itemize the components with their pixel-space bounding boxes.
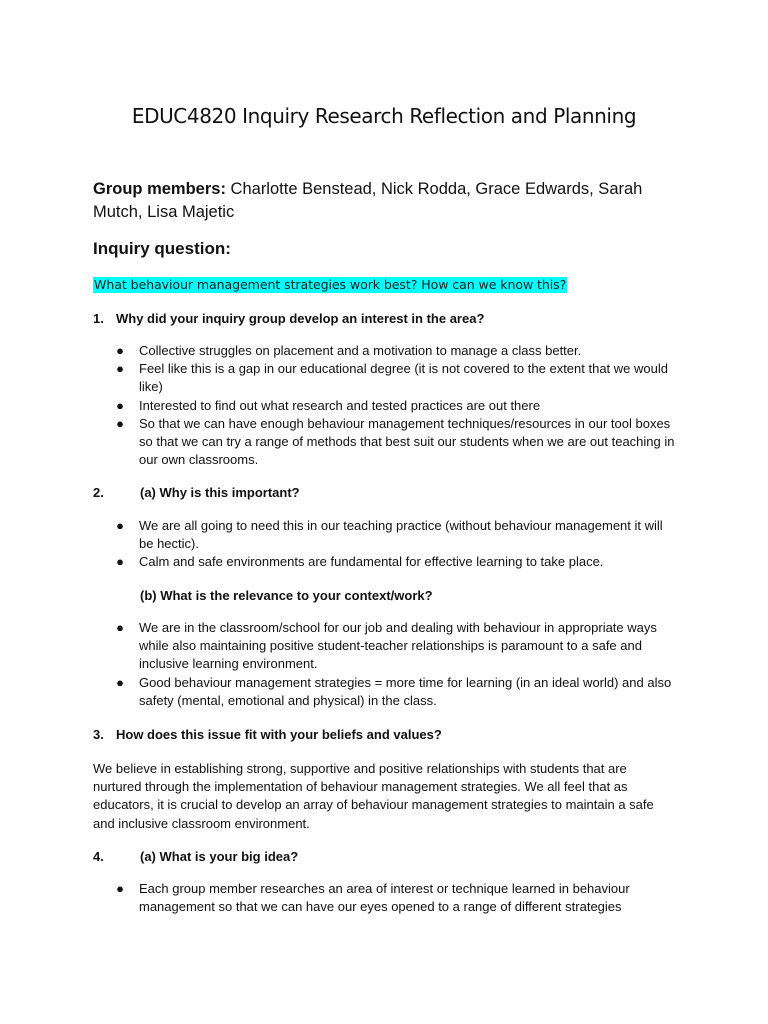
question-3 — [93, 727, 442, 742]
bullet-icon: ● — [116, 415, 124, 431]
list-item: ● Good behaviour management strategies = more time for learning (in an ideal world) and also safety (mental, emotional and physical) in the class. — [116, 674, 672, 708]
document-title: EDUC4820 Inquiry Research Reflection and Planning — [131, 104, 637, 128]
question-1-bullets — [115, 342, 680, 469]
list-item: ● Calm and safe environments are fundamental for effective learning to take place. — [115, 553, 680, 571]
bullet-icon: ● — [116, 674, 124, 690]
question-4a-text: (a) What is your big idea? — [140, 849, 299, 864]
bullet-icon: ● — [116, 397, 124, 413]
bullet-icon: ● — [116, 881, 124, 896]
list-item: ● We are in the classroom/school for our job and dealing with behaviour in appropriate ways while also maintaining positive student-teacher relationships is paramount to a safe and inclusive learning environment. — [116, 620, 657, 672]
question-2a-bullets — [115, 517, 680, 572]
bullet-icon: ● — [116, 361, 124, 377]
group-members-names: Charlotte Benstead, Nick Rodda, Grace Edwards, Sarah Mutch, Lisa Majetic — [93, 180, 643, 221]
question-3-paragraph: We believe in establishing strong, supportive and positive relationships with students that are nurtured through the implementation of behaviour management strategies. We all feel that as educators, it is crucial to develop an array of behaviour management strategies to maintain a safe and inclusive classroom environment. — [93, 761, 654, 831]
question-3-number: 3. — [93, 727, 104, 742]
question-2a-text: (a) Why is this important? — [140, 485, 300, 500]
question-4 — [93, 849, 298, 864]
question-2b-text: (b) What is the relevance to your context/work? — [140, 588, 433, 603]
bullet-icon: ● — [116, 620, 124, 635]
bullet-icon: ● — [116, 343, 124, 358]
question-1-number: 1. — [93, 311, 104, 326]
question-4a-bullets — [115, 880, 680, 916]
question-1-text: Why did your inquiry group develop an interest in the area? — [116, 311, 485, 326]
inquiry-question-heading: Inquiry question: — [93, 239, 231, 258]
question-3-text: How does this issue fit with your beliefs and values? — [116, 727, 442, 742]
list-item: ● We are all going to need this in our teaching practice (without behaviour management it will be hectic). — [116, 518, 663, 552]
list-item: ● Each group member researches an area of interest or technique learned in behaviour management so that we can have our eyes opened to a range of different strategies — [116, 881, 630, 915]
list-item: ● Feel like this is a gap in our educational degree (it is not covered to the extent that we would like) — [116, 361, 668, 395]
question-2b-bullets — [115, 619, 680, 710]
list-item: ● So that we can have enough behaviour management techniques/resources in our tool boxes so that we can try a range of methods that best suit our students when we are out teaching in our own classrooms. — [116, 415, 675, 468]
question-2-number: 2. — [93, 485, 104, 500]
inquiry-question-highlight: What behaviour management strategies work best? How can we know this? — [94, 277, 567, 292]
list-item: ● Interested to find out what research and tested practices are out there — [115, 397, 680, 415]
bullet-icon: ● — [116, 518, 124, 533]
question-1 — [93, 311, 484, 326]
list-item: ● Collective struggles on placement and a motivation to manage a class better. — [115, 342, 680, 360]
group-members-label: Group members: — [93, 180, 226, 198]
question-4-number: 4. — [93, 849, 104, 864]
question-2 — [93, 485, 300, 500]
bullet-icon: ● — [116, 554, 124, 570]
group-members — [93, 178, 693, 224]
